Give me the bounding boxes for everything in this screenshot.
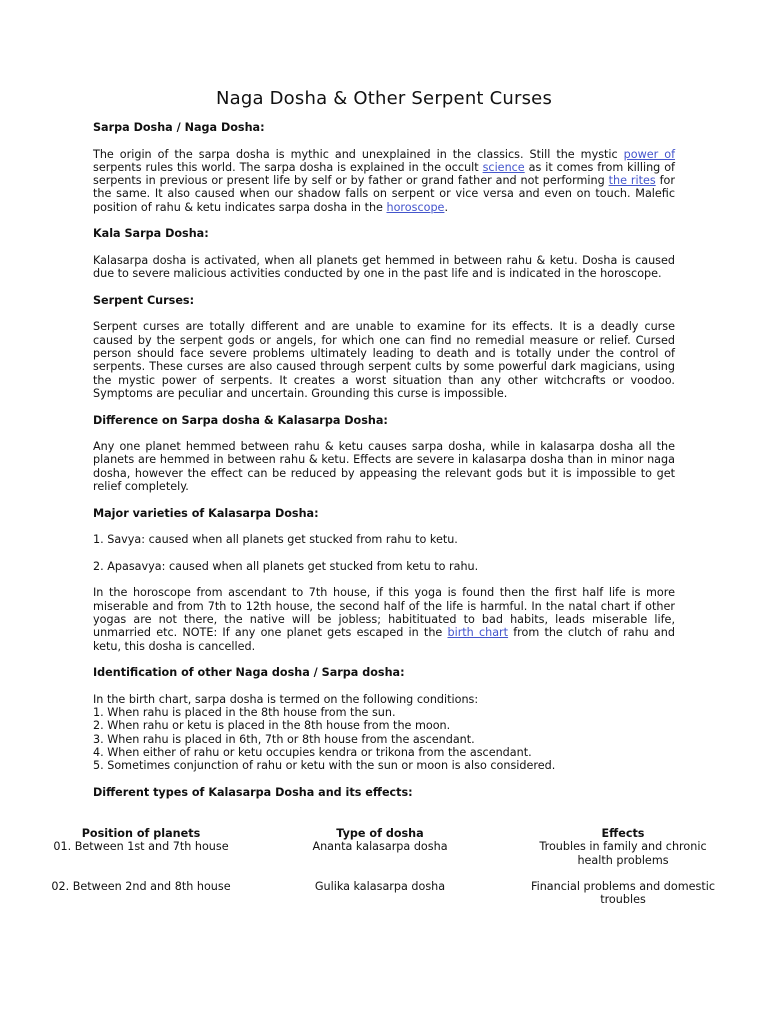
document-body <box>93 121 675 812</box>
table-cell: Ananta kalasarpa dosha <box>312 840 448 854</box>
section-heading-major-varieties: Major varieties of Kalasarpa Dosha: <box>93 506 319 520</box>
conditions-list <box>93 693 675 773</box>
link-horoscope[interactable]: horoscope <box>386 200 445 214</box>
paragraph-kala-sarpa: Kalasarpa dosha is activated, when all planets get hemmed in between rahu & ketu. Dosha is caused due to severe malicious activities conducted by one in the past life and is indicated in the horoscope. <box>93 253 675 281</box>
table-cell: 02. Between 2nd and 8th house <box>51 880 231 894</box>
effects-table <box>46 827 722 920</box>
text-span: serpents rules this world. The sarpa dosha is explained in the occult <box>93 160 483 174</box>
variety-item-apasavya: 2. Apasavya: caused when all planets get stucked from ketu to rahu. <box>93 559 479 573</box>
paragraph-varieties-note <box>93 586 675 652</box>
paragraph-sarpa-dosha <box>93 148 675 214</box>
list-item: 5. Sometimes conjunction of rahu or ketu with the sun or moon is also considered. <box>93 759 556 773</box>
list-item: 4. When either of rahu or ketu occupies kendra or trikona from the ascendant. <box>93 745 532 759</box>
list-item: 2. When rahu or ketu is placed in the 8th house from the moon. <box>93 719 451 733</box>
section-heading-difference: Difference on Sarpa dosha & Kalasarpa Dosha: <box>93 413 388 427</box>
section-heading-identification: Identification of other Naga dosha / Sarpa dosha: <box>93 666 405 680</box>
paragraph-serpent-curses: Serpent curses are totally different and are unable to examine for its effects. It is a deadly curse caused by the serpent gods or angels, for which one can find no remedial measure or relief. Cursed person should face severe problems ultimately leading to death and is totally under the control of serpents. These curses are also caused through serpent cults by some powerful dark magicians, using the mystic power of serpents. It creates a worst situation than any other witchcrafts or voodoo. Symptoms are peculiar and uncertain. Grounding this curse is impossible. <box>93 320 675 400</box>
section-heading-serpent-curses: Serpent Curses: <box>93 293 195 307</box>
text-span: for the same. It also caused when our shadow falls on serpent or vice versa and even on touch. Malefic position of rahu & ketu indicates sarpa dosha in the <box>93 174 675 214</box>
link-science[interactable]: science <box>482 160 525 174</box>
list-intro: In the birth chart, sarpa dosha is termed on the following conditions: <box>93 692 479 706</box>
table-header-row <box>46 827 722 840</box>
text-span: from the clutch of rahu and ketu, this dosha is cancelled. <box>93 626 675 653</box>
text-span: In the horoscope from ascendant to 7th house, if this yoga is found then the first half life is more miserable and from 7th to 12th house, the second half of the life is harmful. In the natal chart if other yogas are not there, the native will be jobless; habitituated to bad habits, leads miserable life, unmarried etc. NOTE: If any one planet gets escaped in the <box>93 586 675 640</box>
table-cell: Financial problems and domestic troubles <box>530 880 716 907</box>
column-header-effects: Effects <box>601 827 645 840</box>
text-span: as it comes from killing of serpents in previous or present life by self or by father or grand father and not performing <box>93 160 675 188</box>
link-birth-chart[interactable]: birth chart <box>447 626 509 640</box>
table-row <box>46 840 722 880</box>
column-header-position: Position of planets <box>81 827 201 840</box>
table-row <box>46 880 722 920</box>
list-item: 3. When rahu is placed in 6th, 7th or 8th house from the ascendant. <box>93 732 475 746</box>
link-power-of[interactable]: power of <box>623 147 676 161</box>
text-span: The origin of the sarpa dosha is mythic and unexplained in the classics. Still the mystic <box>93 147 624 161</box>
variety-item-savya: 1. Savya: caused when all planets get stucked from rahu to ketu. <box>93 533 458 547</box>
text-span: . <box>444 200 449 214</box>
table-cell: Troubles in family and chronic health problems <box>539 840 707 867</box>
link-the-rites[interactable]: the rites <box>608 174 656 188</box>
section-heading-sarpa-dosha: Sarpa Dosha / Naga Dosha: <box>93 121 265 134</box>
section-heading-kala-sarpa: Kala Sarpa Dosha: <box>93 227 209 241</box>
page-title: Naga Dosha & Other Serpent Curses <box>215 88 553 109</box>
paragraph-difference: Any one planet hemmed between rahu & ketu causes sarpa dosha, while in kalasarpa dosha all the planets are hemmed in between rahu & ketu. Effects are severe in kalasarpa dosha than in minor naga dosha, however the effect can be reduced by appeasing the relevant gods but it is impossible to get relief completely. <box>93 440 675 494</box>
section-heading-types: Different types of Kalasarpa Dosha and its effects: <box>93 785 413 799</box>
table-cell: 01. Between 1st and 7th house <box>53 840 229 854</box>
table-cell: Gulika kalasarpa dosha <box>314 880 446 894</box>
list-item: 1. When rahu is placed in the 8th house from the sun. <box>93 706 396 720</box>
column-header-type: Type of dosha <box>336 827 424 840</box>
